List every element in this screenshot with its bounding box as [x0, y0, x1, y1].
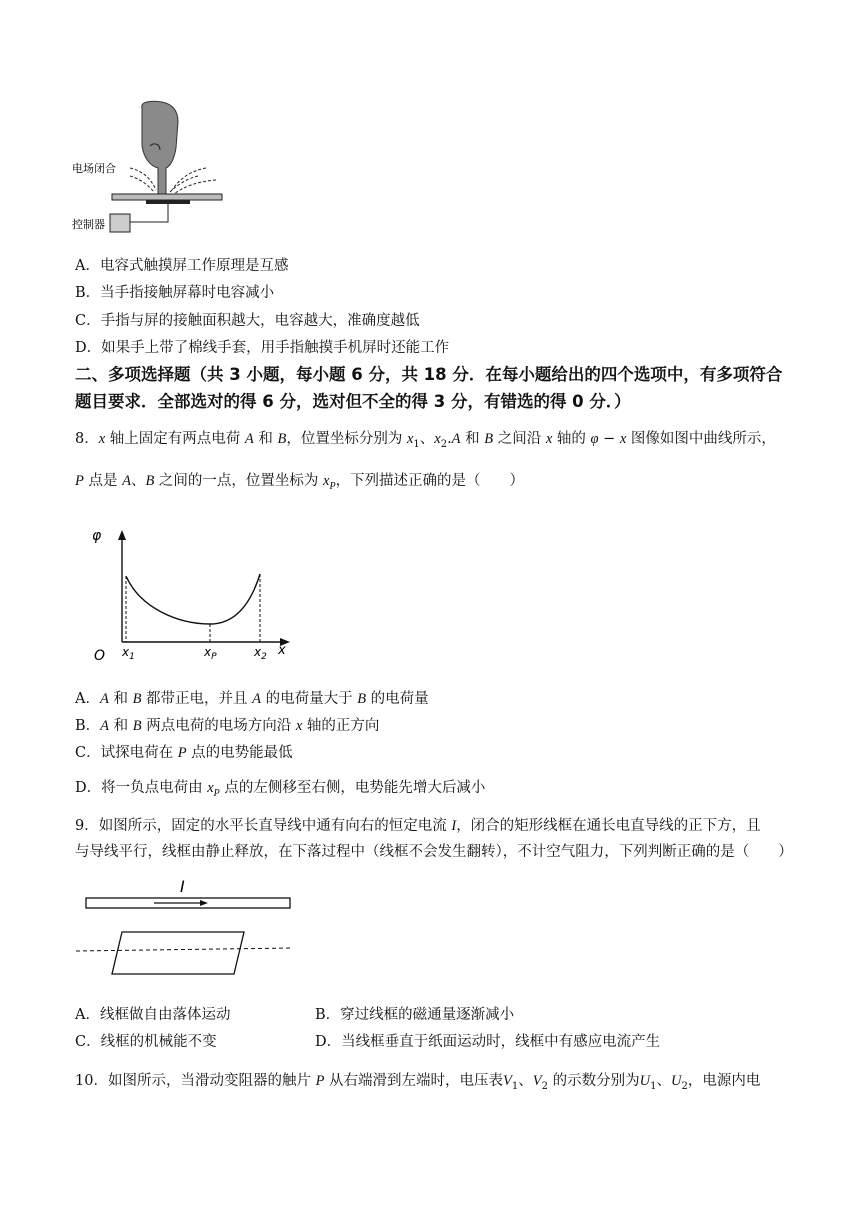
q9-option-b: B．穿过线框的磁通量逐渐减小 [315, 1007, 515, 1023]
q8-option-d: D．将一负点电荷由 $x_P$ 点的左侧移至右侧，电势能先增大后减小 [75, 780, 486, 799]
current-label: I [180, 877, 185, 896]
touch-screen-figure [70, 98, 240, 238]
q8-stem-line2: P 点是 A、B 之间的一点，位置坐标为 $x_P$，下列描述正确的是（ ） [75, 473, 525, 492]
q9-stem-line1: 9．如图所示，固定的水平长直导线中通有向右的恒定电流 I，闭合的矩形线框在通长电直导线的正下方，且 [75, 818, 761, 834]
q8-option-c: C．试探电荷在 P 点的电势能最低 [75, 745, 293, 761]
q9-option-a: A．线框做自由落体运动 [75, 1007, 231, 1023]
q9-option-c: C．线框的机械能不变 [75, 1034, 217, 1050]
q7-option-b: B．当手指接触屏幕时电容减小 [75, 285, 275, 301]
q7-option-d: D．如果手上带了棉线手套，用手指触摸手机屏时还能工作 [75, 340, 450, 356]
q7-option-c: C．手指与屏的接触面积越大，电容越大，准确度越低 [75, 313, 420, 329]
q9-option-d: D．当线框垂直于纸面运动时，线框中有感应电流产生 [315, 1034, 661, 1050]
q9-stem-line2: 与导线平行，线框由静止释放，在下落过程中（线框不会发生翻转），不计空气阻力，下列判断正确的是（ ） [75, 844, 793, 860]
graph-x-axis-label: x [278, 643, 286, 658]
label-controller: 控制器 [72, 218, 105, 231]
phi-x-graph [88, 528, 298, 668]
q8-stem-line1: 8．x 轴上固定有两点电荷 A 和 B，位置坐标分别为 $x_1$、$x_2.A$ 和 B 之间沿 x 轴的 φ − x 图像如图中曲线所示， [75, 431, 776, 450]
graph-xp-label: $x_P$ [204, 645, 217, 662]
section2-heading-line2: 题目要求．全部选对的得 6 分，选对但不全的得 3 分，有错选的得 0 分．） [75, 392, 631, 411]
q8-option-b: B．A 和 B 两点电荷的电场方向沿 x 轴的正方向 [75, 718, 380, 734]
q10-stem-line1: 10．如图所示，当滑动变阻器的触片 P 从右端滑到左端时，电压表$V_1$、$V_2$ 的示数分别为$U_1$、$U_2$，电源内电 [75, 1073, 761, 1092]
section2-heading-line1: 二、多项选择题（共 3 小题，每小题 6 分，共 18 分．在每小题给出的四个选项中，有多项符合 [75, 365, 783, 384]
graph-origin-label: O [94, 648, 106, 664]
q8-option-a: A．A 和 B 都带正电，并且 A 的电荷量大于 B 的电荷量 [75, 691, 429, 707]
graph-x2-label: $x_2$ [254, 645, 267, 662]
label-field-closed: 电场闭合 [72, 162, 116, 175]
graph-x1-label: $x_1$ [122, 645, 135, 662]
wire-and-frame-figure [74, 876, 296, 980]
q7-option-a: A．电容式触摸屏工作原理是互感 [75, 258, 289, 274]
graph-y-axis-label: φ [92, 528, 102, 544]
